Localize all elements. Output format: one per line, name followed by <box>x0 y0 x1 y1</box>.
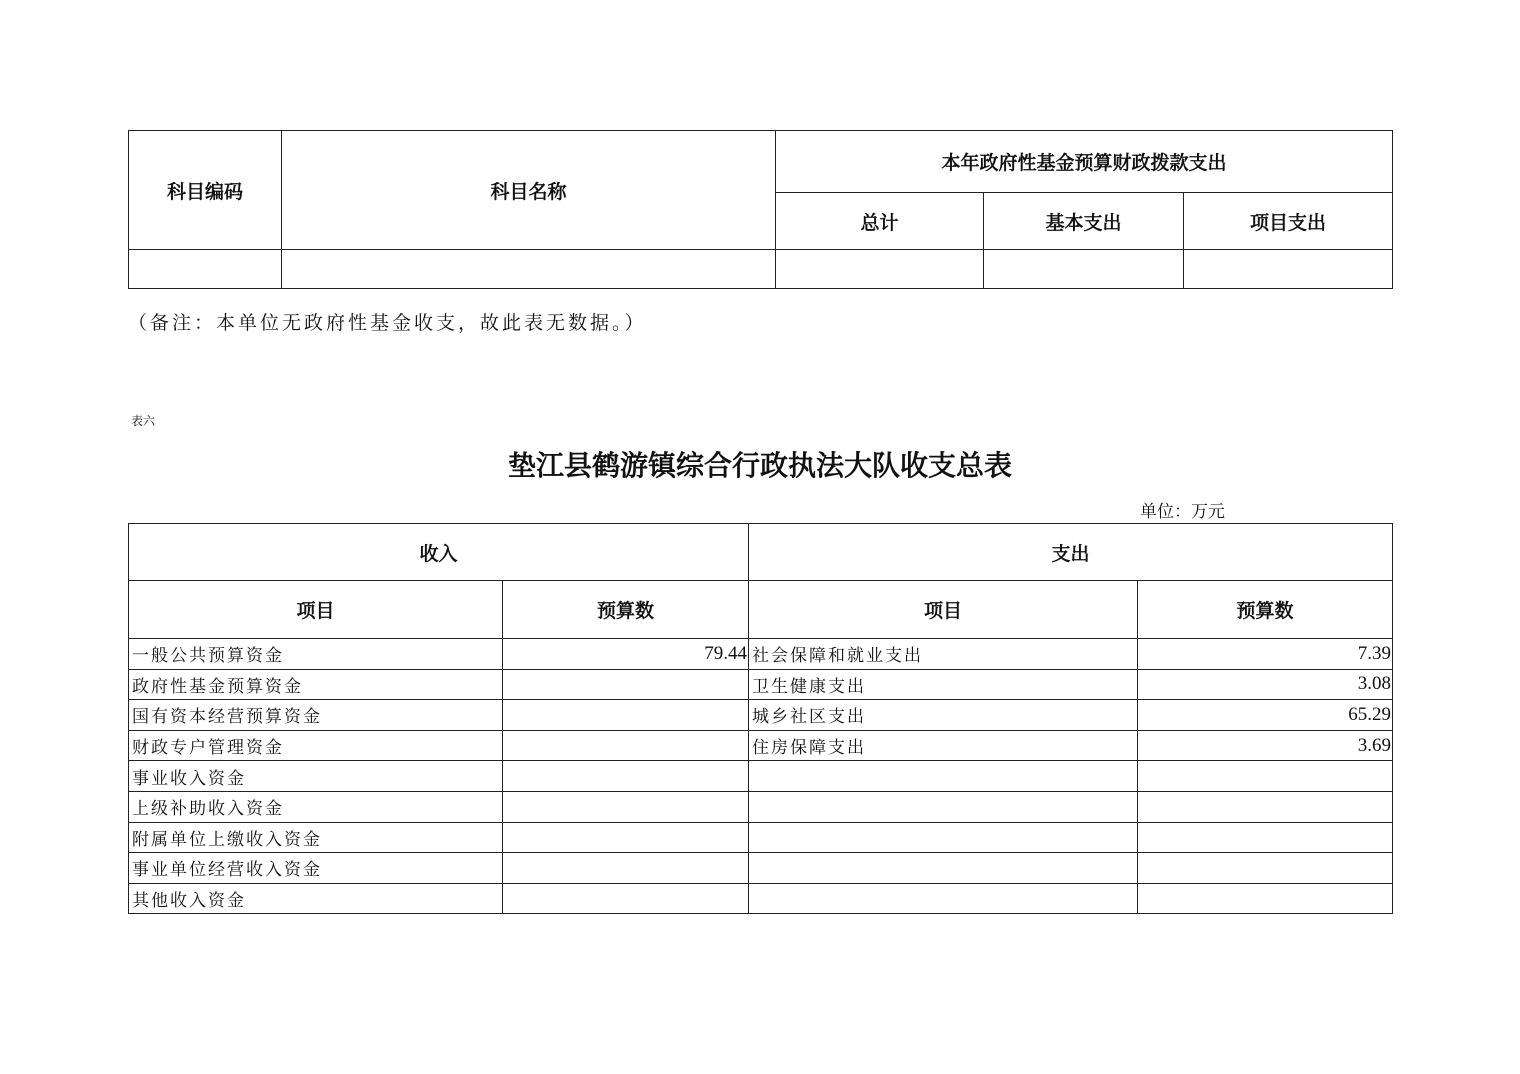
government-fund-table <box>128 130 1393 289</box>
income-value <box>503 730 749 761</box>
table-row <box>129 853 1393 884</box>
expense-item <box>749 791 1138 822</box>
expense-value: 3.69 <box>1138 730 1393 761</box>
income-expense-summary-table <box>128 523 1393 914</box>
expense-value <box>1138 853 1393 884</box>
empty-cell <box>282 250 776 289</box>
income-item: 上级补助收入资金 <box>129 791 503 822</box>
expense-item <box>749 853 1138 884</box>
income-value: 79.44 <box>503 639 749 670</box>
expense-item: 住房保障支出 <box>749 730 1138 761</box>
expense-item: 社会保障和就业支出 <box>749 639 1138 670</box>
income-item: 其他收入资金 <box>129 883 503 914</box>
expense-value <box>1138 761 1393 792</box>
table-row <box>129 822 1393 853</box>
table-row <box>129 761 1393 792</box>
header-fund-expense-group: 本年政府性基金预算财政拨款支出 <box>776 131 1393 193</box>
header-subject-name: 科目名称 <box>282 131 776 250</box>
income-budget-header: 预算数 <box>503 581 749 639</box>
header-basic-expense: 基本支出 <box>984 193 1184 250</box>
income-item-header: 项目 <box>129 581 503 639</box>
unit-label: 单位：万元 <box>1140 502 1225 522</box>
income-item: 附属单位上缴收入资金 <box>129 822 503 853</box>
remark-note: （备注：本单位无政府性基金收支，故此表无数据。） <box>128 312 647 334</box>
expense-item <box>749 822 1138 853</box>
income-item: 政府性基金预算资金 <box>129 669 503 700</box>
income-item: 一般公共预算资金 <box>129 639 503 670</box>
income-value <box>503 791 749 822</box>
expense-budget-header: 预算数 <box>1138 581 1393 639</box>
expense-value: 7.39 <box>1138 639 1393 670</box>
expense-item-header: 项目 <box>749 581 1138 639</box>
expense-value: 65.29 <box>1138 700 1393 731</box>
expense-item: 城乡社区支出 <box>749 700 1138 731</box>
empty-cell <box>129 250 282 289</box>
income-item: 财政专户管理资金 <box>129 730 503 761</box>
table-number: 表六 <box>131 414 156 428</box>
table-row <box>129 791 1393 822</box>
table-row <box>129 883 1393 914</box>
expense-item: 卫生健康支出 <box>749 669 1138 700</box>
empty-cell <box>984 250 1184 289</box>
header-subject-code: 科目编码 <box>129 131 282 250</box>
expense-value <box>1138 791 1393 822</box>
table-row <box>129 669 1393 700</box>
empty-row <box>129 250 1393 289</box>
empty-cell <box>776 250 984 289</box>
table-row <box>129 700 1393 731</box>
income-value <box>503 669 749 700</box>
income-value <box>503 700 749 731</box>
header-project-expense: 项目支出 <box>1184 193 1393 250</box>
income-item: 国有资本经营预算资金 <box>129 700 503 731</box>
page-title: 垫江县鹤游镇综合行政执法大队收支总表 <box>507 449 1012 482</box>
income-value <box>503 822 749 853</box>
expense-value <box>1138 883 1393 914</box>
income-item: 事业收入资金 <box>129 761 503 792</box>
header-total: 总计 <box>776 193 984 250</box>
income-value <box>503 853 749 884</box>
income-header: 收入 <box>129 524 749 581</box>
expense-value <box>1138 822 1393 853</box>
table-row <box>129 730 1393 761</box>
income-value <box>503 883 749 914</box>
income-item: 事业单位经营收入资金 <box>129 853 503 884</box>
expense-header: 支出 <box>749 524 1393 581</box>
income-value <box>503 761 749 792</box>
expense-item <box>749 883 1138 914</box>
empty-cell <box>1184 250 1393 289</box>
expense-value: 3.08 <box>1138 669 1393 700</box>
expense-item <box>749 761 1138 792</box>
table-row <box>129 639 1393 670</box>
